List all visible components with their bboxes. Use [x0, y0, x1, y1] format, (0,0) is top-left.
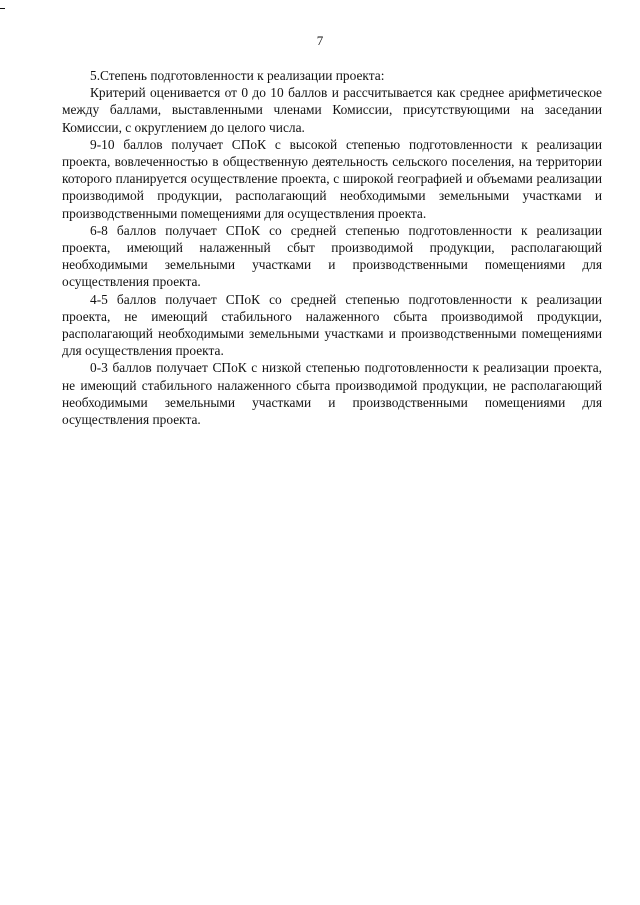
page-number: 7	[316, 33, 324, 48]
document-body	[62, 67, 602, 428]
paragraph-criterion-description: Критерий оценивается от 0 до 10 баллов и рассчитывается как среднее арифметическое между баллами, выставленными членами Комиссии, присутствующими на заседании Комиссии, с округлением до целого числа.	[62, 85, 602, 135]
paragraph-score-4-5: 4-5 баллов получает СПоК со средней степенью подготовленности к реализации проекта, не имеющий стабильного налаженного сбыта производимой продукции, располагающий необходимыми земельными участками и производственными помещениями для осуществления проекта.	[62, 291, 602, 359]
paragraph-score-9-10: 9-10 баллов получает СПоК с высокой степенью подготовленности к реализации проекта, вовлеченностью в общественную деятельность сельского поселения, на территории которого планируется осуществление проекта, с широкой географией и объемами реализации производимой продукции, располагающий необходимыми земельными участками и производственными помещениями для осуществления проекта.	[62, 136, 602, 221]
paragraph-score-6-8: 6-8 баллов получает СПоК со средней степенью подготовленности к реализации проекта, имеющий налаженный сбыт производимой продукции, располагающий необходимыми земельными участками и производственными помещениями для осуществления проекта.	[62, 222, 602, 290]
paragraph-score-0-3: 0-3 баллов получает СПоК с низкой степенью подготовленности к реализации проекта, не имеющий стабильного налаженного сбыта производимой продукции, не располагающий необходимыми земельными участками и производственными помещениями для осуществления проекта.	[62, 360, 602, 428]
scan-edge-mark	[0, 8, 5, 9]
section-heading: 5.Степень подготовленности к реализации проекта:	[90, 68, 385, 83]
